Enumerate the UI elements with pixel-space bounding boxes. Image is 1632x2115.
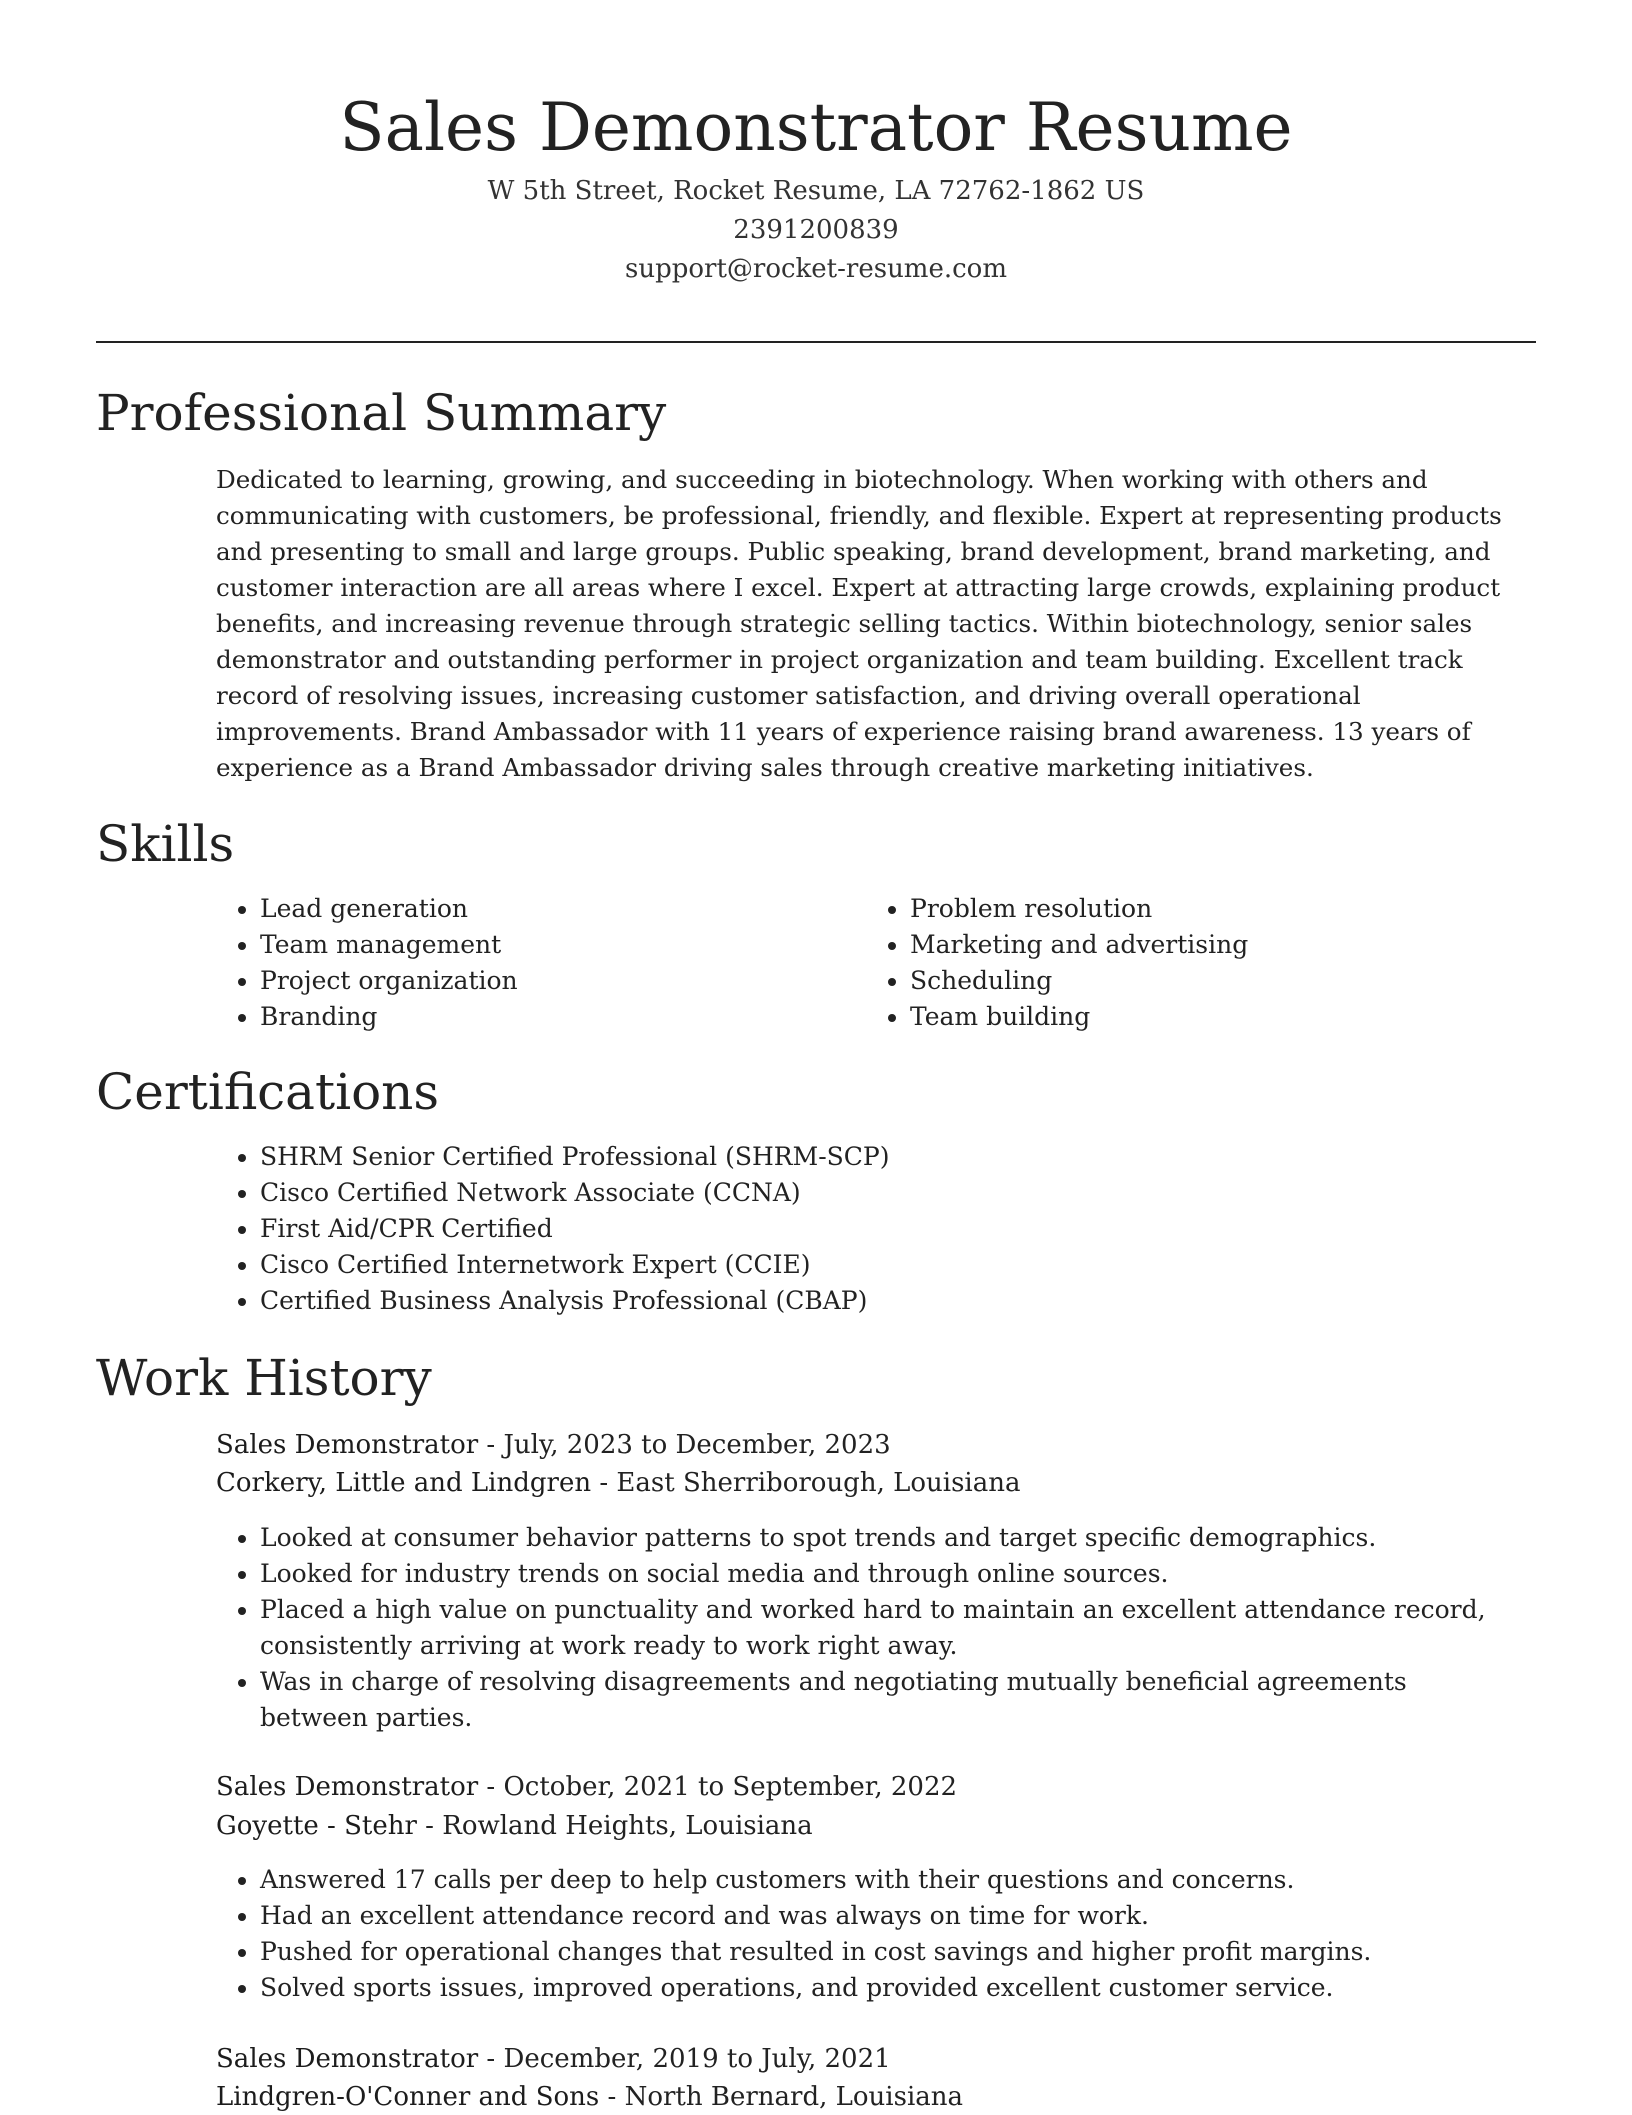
contact-phone: 2391200839 xyxy=(733,215,899,245)
list-item: • Pushed for operational changes that resulted in cost savings and higher profit margins. xyxy=(260,1934,1516,1970)
list-item: • Project organization xyxy=(260,963,856,999)
job-location: - North Bernard, Louisiana xyxy=(599,2082,964,2112)
job-company: Lindgren-O'Conner and Sons xyxy=(216,2082,600,2112)
section-title-summary: Professional Summary xyxy=(96,384,667,442)
list-item: • Was in charge of resolving disagreements and negotiating mutually beneficial agreements between parties. xyxy=(260,1664,1516,1736)
job-heading xyxy=(216,1427,891,1463)
job-duties xyxy=(216,1862,1516,2006)
job-dates: - October, 2021 to September, 2022 xyxy=(478,1772,958,1802)
skills-list-right xyxy=(866,891,1506,1035)
resume-title: Sales Demonstrator Resume xyxy=(339,89,1293,166)
job-heading xyxy=(216,1769,957,1805)
list-item: • Certified Business Analysis Professional (CBAP) xyxy=(260,1283,1316,1319)
list-item: • Scheduling xyxy=(910,963,1506,999)
header-divider xyxy=(96,341,1536,343)
section-title-work-history: Work History xyxy=(96,1349,432,1407)
list-item: • Branding xyxy=(260,999,856,1035)
job-location: - Rowland Heights, Louisiana xyxy=(416,1811,813,1841)
list-item: • Lead generation xyxy=(260,891,856,927)
section-title-certifications: Certifications xyxy=(96,1063,440,1121)
list-item: • Problem resolution xyxy=(910,891,1506,927)
job-role: Sales Demonstrator xyxy=(216,1772,479,1802)
summary-text: Dedicated to learning, growing, and succeeding in biotechnology. When working with others and communicating with customers, be professional, friendly, and flexible. Expert at representing products and presenting to small and large groups. Public speaking, brand development, brand marketing, and customer interaction are all areas where I excel. Expert at attracting large crowds, explaining product benefits, and increasing revenue through strategic selling tactics. Within biotechnology, senior sales demonstrator and outstanding performer in project organization and team building. Excellent track record of resolving issues, increasing customer satisfaction, and driving overall operational improvements. Brand Ambassador with 11 years of experience raising brand awareness. 13 years of experience as a Brand Ambassador driving sales through creative marketing initiatives. xyxy=(216,465,1502,782)
contact-address: W 5th Street, Rocket Resume, LA 72762-1862 US xyxy=(487,176,1145,206)
job-duties-list xyxy=(216,1862,1516,2006)
list-item: • Cisco Certified Network Associate (CCNA) xyxy=(260,1175,1316,1211)
skills-column-left xyxy=(216,891,856,1035)
certifications-list xyxy=(216,1139,1316,1319)
job-duties xyxy=(216,1520,1516,1736)
job-duties-list xyxy=(216,1520,1516,1736)
list-item: • Team building xyxy=(910,999,1506,1035)
job-employer xyxy=(216,1808,813,1844)
job-role: Sales Demonstrator xyxy=(216,1430,479,1460)
job-employer xyxy=(216,1465,1021,1501)
list-item: • Had an excellent attendance record and was always on time for work. xyxy=(260,1898,1516,1934)
list-item: • Team management xyxy=(260,927,856,963)
skills-list-left xyxy=(216,891,856,1035)
list-item: • Cisco Certified Internetwork Expert (CCIE) xyxy=(260,1247,1316,1283)
list-item: • Answered 17 calls per deep to help customers with their questions and concerns. xyxy=(260,1862,1516,1898)
job-dates: - December, 2019 to July, 2021 xyxy=(478,2044,891,2074)
list-item: • Solved sports issues, improved operations, and provided excellent customer service. xyxy=(260,1970,1516,2006)
section-title-skills: Skills xyxy=(96,815,235,873)
list-item: • Placed a high value on punctuality and worked hard to maintain an excellent attendance record, consistently arriving at work ready to work right away. xyxy=(260,1592,1516,1664)
list-item: • Looked for industry trends on social media and through online sources. xyxy=(260,1556,1516,1592)
job-employer xyxy=(216,2079,963,2115)
contact-block xyxy=(0,172,1632,289)
job-heading xyxy=(216,2041,891,2077)
list-item: • Marketing and advertising xyxy=(910,927,1506,963)
job-company: Goyette - Stehr xyxy=(216,1811,417,1841)
skills-column-right xyxy=(866,891,1506,1035)
certifications-block xyxy=(216,1139,1316,1319)
job-role: Sales Demonstrator xyxy=(216,2044,479,2074)
contact-email: support@rocket-resume.com xyxy=(624,254,1007,284)
job-location: - East Sherriborough, Louisiana xyxy=(591,1468,1021,1498)
job-company: Corkery, Little and Lindgren xyxy=(216,1468,592,1498)
job-dates: - July, 2023 to December, 2023 xyxy=(478,1430,891,1460)
list-item: • Looked at consumer behavior patterns to spot trends and target specific demographics. xyxy=(260,1520,1516,1556)
resume-header xyxy=(0,84,1632,289)
list-item: • First Aid/CPR Certified xyxy=(260,1211,1316,1247)
list-item: • SHRM Senior Certified Professional (SHRM-SCP) xyxy=(260,1139,1316,1175)
